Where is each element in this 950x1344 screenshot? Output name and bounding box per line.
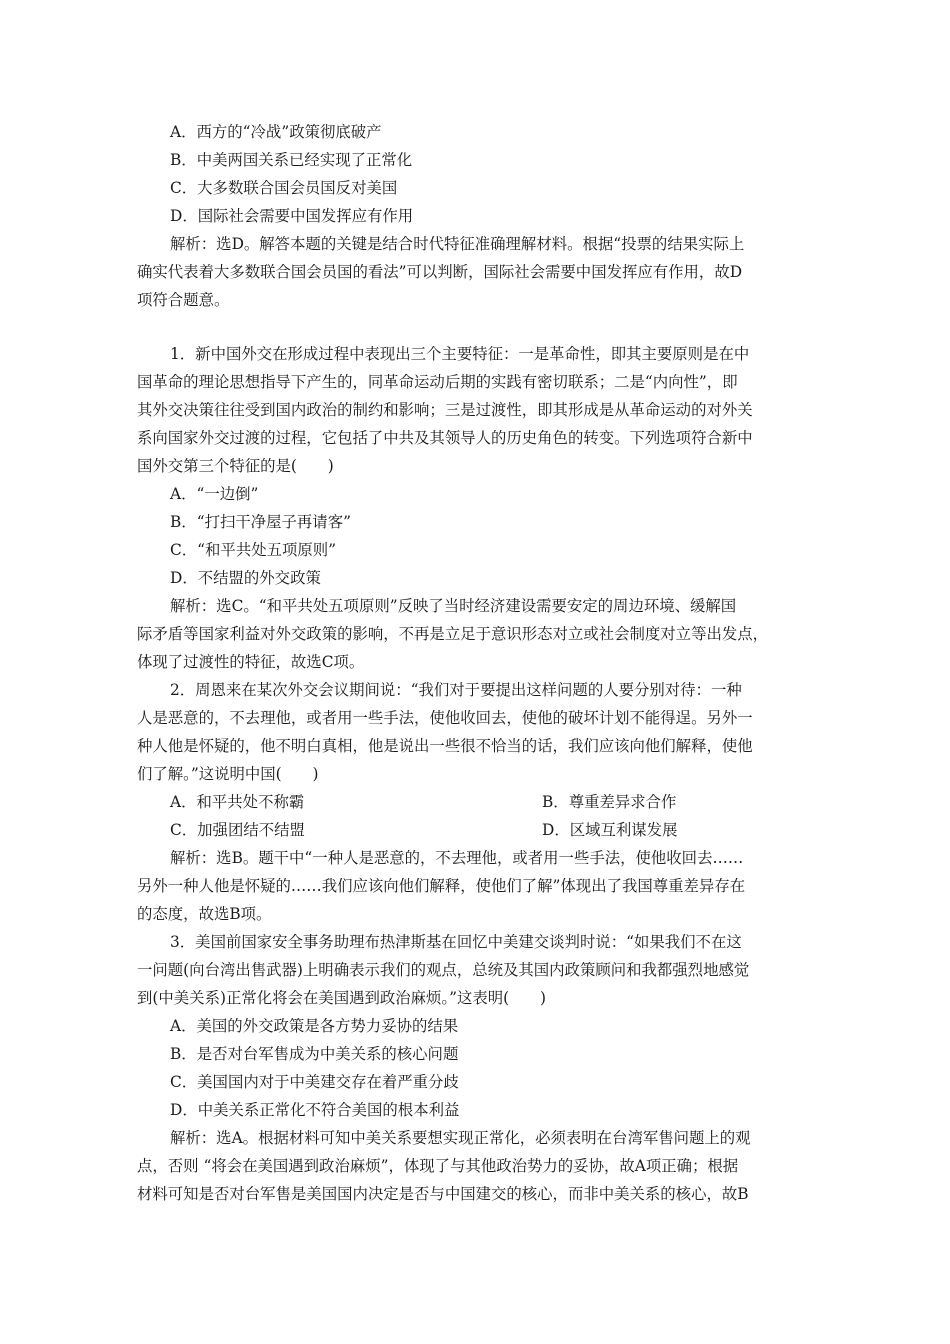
q2-analysis: 解析：选B。题干中“一种人是恶意的，不去理他，或者用一些手法，使他收回去…… (170, 849, 744, 867)
option-b: B．中美两国关系已经实现了正常化 (170, 151, 413, 169)
q2-options-row (137, 788, 825, 816)
q2-option-b: B．尊重差异求合作 (542, 793, 677, 811)
option-d: D．国际社会需要中国发挥应有作用 (170, 207, 414, 225)
option-a: A．西方的“冷战”政策彻底破产 (170, 123, 382, 141)
question-1-stem: 其外交决策往往受到国内政治的制约和影响；三是过渡性，即其形成是从革命运动的对外关 (137, 401, 753, 419)
q1-option-a: A．“一边倒” (170, 485, 259, 503)
q3-analysis: 材料可知是否对台军售是美国国内决定是否与中国建交的核心，而非中美关系的核心，故B (137, 1185, 749, 1203)
q1-option-d: D．不结盟的外交政策 (170, 569, 321, 587)
question-1-stem: 国革命的理论思想指导下产生的，同革命运动后期的实践有密切联系；二是“内向性”，即 (137, 373, 738, 391)
q2-option-c: C．加强团结不结盟 (170, 821, 305, 839)
q3-option-c: C．美国国内对于中美建交存在着严重分歧 (170, 1073, 459, 1091)
document-body (137, 118, 825, 1208)
analysis-line: 解析：选D。解答本题的关键是结合时代特征准确理解材料。根据“投票的结果实际上 (170, 235, 745, 253)
question-2-stem: 人是恶意的，不去理他，或者用一些手法，使他收回去，使他的破坏计划不能得逞。另外一 (137, 709, 753, 727)
analysis-line: 项符合题意。 (137, 291, 230, 309)
question-1-stem: 1．新中国外交在形成过程中表现出三个主要特征：一是革命性，即其主要原则是在中 (170, 345, 750, 363)
q1-option-b: B．“打扫干净屋子再请客” (170, 513, 351, 531)
q2-analysis: 的态度，故选B项。 (137, 905, 272, 923)
question-2-stem: 们了解。”这说明中国( ) (137, 765, 319, 783)
question-2-stem: 种人他是怀疑的，他不明白真相，他是说出一些很不恰当的话，我们应该向他们解释，使他 (137, 737, 753, 755)
q2-option-a: A．和平共处不称霸 (170, 793, 305, 811)
q3-option-b: B．是否对台军售成为中美关系的核心问题 (170, 1045, 459, 1063)
option-c: C．大多数联合国会员国反对美国 (170, 179, 398, 197)
analysis-line: 确实代表着大多数联合国会员国的看法”可以判断，国际社会需要中国发挥应有作用，故D (137, 263, 743, 281)
q3-analysis: 点，否则 “将会在美国遇到政治麻烦”，体现了与其他政治势力的妥协，故A项正确；根据 (137, 1157, 739, 1175)
question-3-stem: 到(中美关系)正常化将会在美国遇到政治麻烦。”这表明( ) (137, 989, 546, 1007)
q3-analysis: 解析：选A。根据材料可知中美关系要想实现正常化，必须表明在台湾军售问题上的观 (170, 1129, 751, 1147)
question-3-stem: 3．美国前国家安全事务助理布热津斯基在回忆中美建交谈判时说：“如果我们不在这 (170, 933, 742, 951)
q3-option-d: D．中美关系正常化不符合美国的根本利益 (170, 1101, 460, 1119)
question-3-stem: 一问题(向台湾出售武器)上明确表示我们的观点，总统及其国内政策顾问和我都强烈地感觉 (137, 961, 750, 979)
q1-option-c: C．“和平共处五项原则” (170, 541, 337, 559)
q3-option-a: A．美国的外交政策是各方势力妥协的结果 (170, 1017, 459, 1035)
question-2-stem: 2．周恩来在某次外交会议期间说：“我们对于要提出这样问题的人要分别对待：一种 (170, 681, 742, 699)
q2-analysis: 另外一种人他是怀疑的……我们应该向他们解释，使他们了解”体现出了我国尊重差异存在 (137, 877, 746, 895)
q2-options-row (137, 816, 825, 844)
q1-analysis: 际矛盾等国家利益对外交政策的影响，不再是立足于意识形态对立或社会制度对立等出发点， (137, 625, 769, 643)
q1-analysis: 解析：选C。“和平共处五项原则”反映了当时经济建设需要安定的周边环境、缓解国 (170, 597, 737, 615)
question-1-stem: 系向国家外交过渡的过程，它包括了中共及其领导人的历史角色的转变。下列选项符合新中 (137, 429, 753, 447)
question-1-stem: 国外交第三个特征的是( ) (137, 457, 334, 475)
q1-analysis: 体现了过渡性的特征，故选C项。 (137, 653, 365, 671)
q2-option-d: D．区域互利谋发展 (542, 821, 678, 839)
